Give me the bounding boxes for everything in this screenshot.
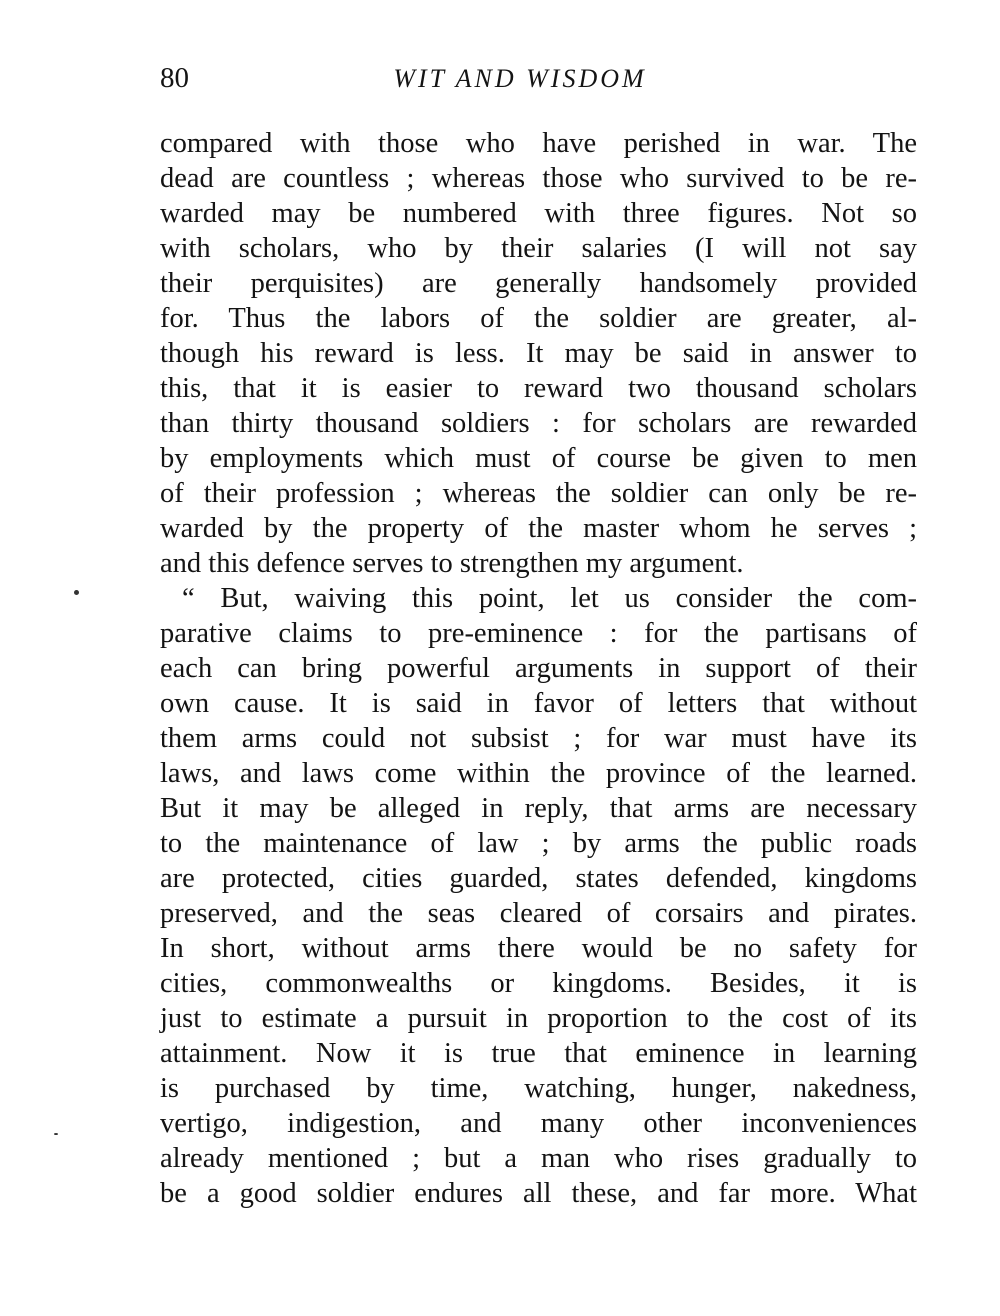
page-number: 80 (160, 62, 189, 94)
text-line: attainment. Now it is true that eminence in learning (160, 1038, 917, 1069)
running-title: WIT AND WISDOM (393, 64, 647, 93)
text-line: than thirty thousand soldiers : for scholars are rewarded (160, 408, 917, 439)
text-line: compared with those who have perished in war. The (160, 128, 917, 159)
text-line: vertigo, indigestion, and many other inconveniences (160, 1108, 917, 1139)
text-line: cities, commonwealths or kingdoms. Besides, it is (160, 968, 917, 999)
text-line: But it may be alleged in reply, that arms are necessary (160, 793, 917, 824)
text-line: are protected, cities guarded, states defended, kingdoms (160, 863, 917, 894)
text-line: for. Thus the labors of the soldier are greater, al- (160, 303, 917, 334)
text-line: dead are countless ; whereas those who survived to be re- (160, 163, 917, 194)
text-line: this, that it is easier to reward two thousand scholars (160, 373, 917, 404)
body-text (160, 126, 917, 1211)
scan-speck (54, 1133, 58, 1135)
text-line: laws, and laws come within the province of the learned. (160, 758, 917, 789)
text-line: with scholars, who by their salaries (I will not say (160, 233, 917, 264)
text-line: parative claims to pre-eminence : for the partisans of (160, 618, 917, 649)
text-line: them arms could not subsist ; for war must have its (160, 723, 917, 754)
scan-speck (74, 590, 79, 595)
text-line: already mentioned ; but a man who rises gradually to (160, 1143, 917, 1174)
text-line: be a good soldier endures all these, and far more. What (160, 1178, 917, 1209)
text-line: is purchased by time, watching, hunger, nakedness, (160, 1073, 917, 1104)
text-line: preserved, and the seas cleared of corsairs and pirates. (160, 898, 917, 929)
text-line: by employments which must of course be given to men (160, 443, 917, 474)
text-line: each can bring powerful arguments in support of their (160, 653, 917, 684)
text-line: warded by the property of the master whom he serves ; (160, 513, 917, 544)
text-line: warded may be numbered with three figures. Not so (160, 198, 917, 229)
text-line: “ But, waiving this point, let us consider the com- (182, 583, 917, 614)
text-line: just to estimate a pursuit in proportion to the cost of its (160, 1003, 917, 1034)
text-line: of their profession ; whereas the soldier can only be re- (160, 478, 917, 509)
text-line: to the maintenance of law ; by arms the public roads (160, 828, 917, 859)
text-line: own cause. It is said in favor of letters that without (160, 688, 917, 719)
text-line: and this defence serves to strengthen my argument. (160, 548, 744, 579)
text-line: though his reward is less. It may be said in answer to (160, 338, 917, 369)
text-line: their perquisites) are generally handsomely provided (160, 268, 917, 299)
text-line: In short, without arms there would be no safety for (160, 933, 917, 964)
